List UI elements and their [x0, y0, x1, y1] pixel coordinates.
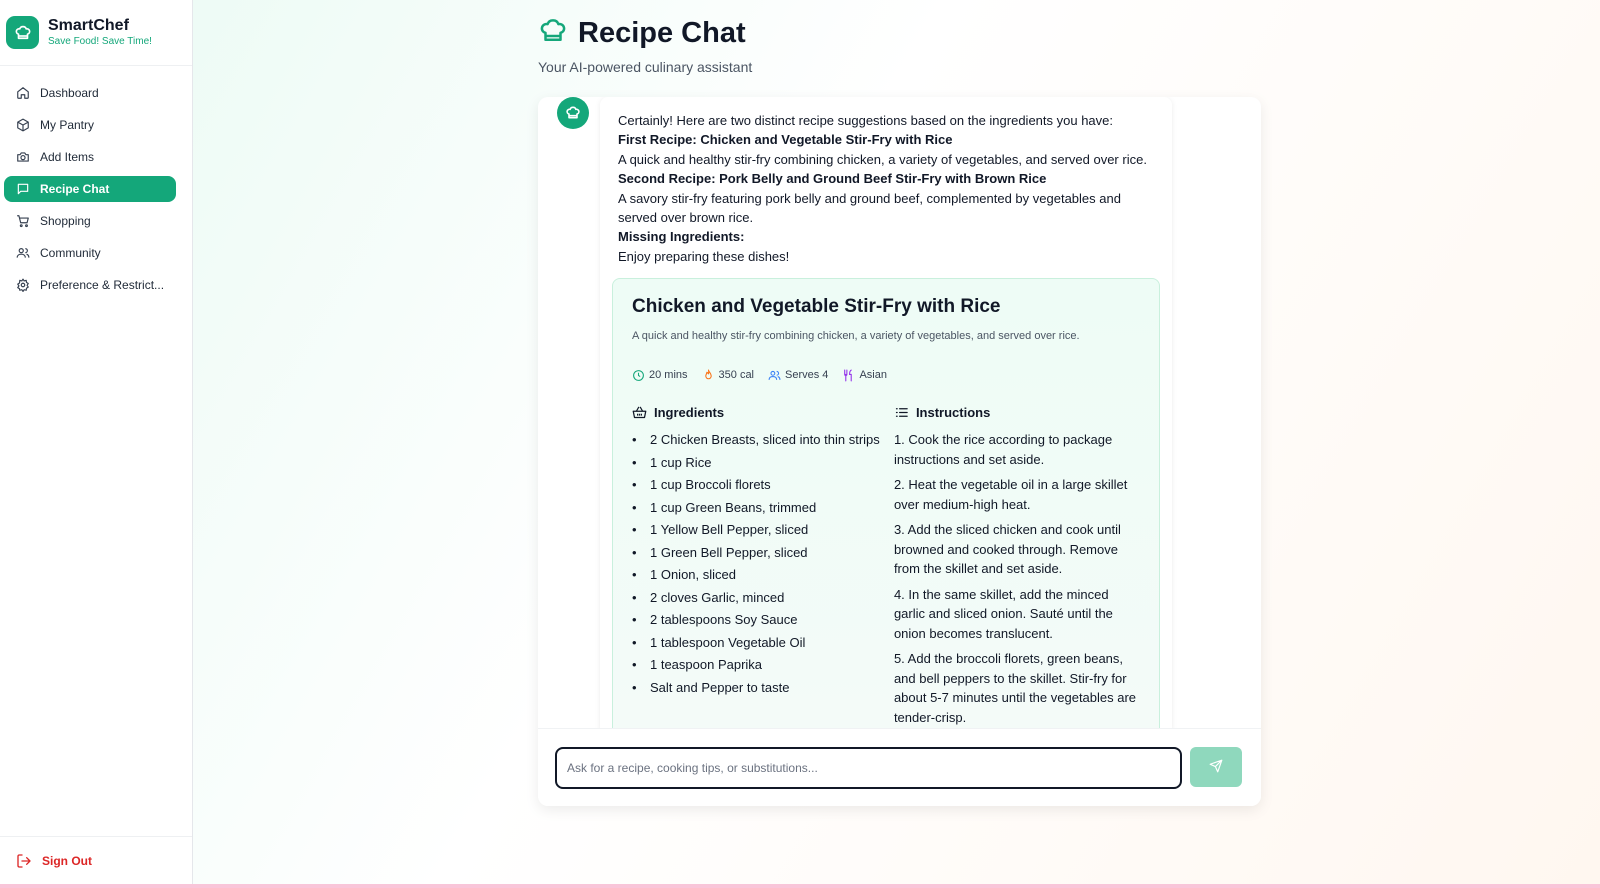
sidebar-item-label: Shopping	[40, 214, 91, 228]
list-icon	[894, 405, 909, 420]
clock-icon	[632, 369, 645, 382]
sign-out-label: Sign Out	[42, 853, 92, 868]
list-item: 1. Cook the rice according to package instructions and set aside.	[893, 432, 1113, 467]
recipe-meta	[632, 366, 1140, 385]
message-closing: Enjoy preparing these dishes!	[618, 248, 790, 264]
sidebar-item-recipe-chat[interactable]	[4, 176, 176, 202]
chef-hat-icon	[538, 16, 568, 51]
recipe-time	[632, 366, 688, 385]
message-second-desc: A savory stir-fry featuring pork belly and ground beef, complemented by vegetables and served over brown rice.	[618, 190, 1121, 226]
chat-icon	[16, 182, 30, 196]
send-icon	[1209, 759, 1223, 776]
sidebar-item-dashboard[interactable]	[4, 80, 176, 106]
list-item: 5. Add the broccoli florets, green beans, and bell peppers to the skillet. Stir-fry for about 5-7 minutes until the vegetables are tender-crisp.	[893, 651, 1137, 725]
instructions-heading	[894, 403, 1140, 422]
recipe-serves-value: Serves 4	[785, 368, 829, 381]
assistant-message	[600, 97, 1172, 729]
message-first-desc: A quick and healthy stir-fry combining chicken, a variety of vegetables, and served over rice.	[618, 151, 1147, 167]
list-item: 2. Heat the vegetable oil in a large skillet over medium-high heat.	[893, 477, 1128, 512]
chat-input-bar	[538, 728, 1261, 806]
page-title: Recipe Chat	[578, 17, 746, 49]
chef-hat-logo-icon	[6, 16, 39, 49]
gear-icon	[16, 278, 30, 292]
sidebar-nav	[0, 66, 192, 298]
list-item: • 1 cup Rice	[632, 453, 894, 473]
sidebar	[0, 0, 193, 884]
recipe-columns	[632, 403, 1140, 729]
sidebar-item-my-pantry[interactable]	[4, 112, 176, 138]
ingredients-heading	[632, 403, 894, 422]
ingredients-list	[632, 430, 894, 697]
instructions-section	[894, 403, 1140, 729]
sign-out-icon	[16, 853, 32, 869]
users-icon	[768, 369, 781, 382]
recipe-time-value: 20 mins	[649, 368, 688, 381]
basket-icon	[632, 405, 647, 420]
recipe-card	[612, 278, 1160, 729]
brand[interactable]	[0, 0, 192, 66]
sidebar-item-label: Recipe Chat	[40, 182, 110, 196]
recipe-serves	[768, 366, 828, 385]
sidebar-item-add-items[interactable]	[4, 144, 176, 170]
list-item: • 2 tablespoons Soy Sauce	[632, 610, 894, 630]
sidebar-item-label: Preference & Restrict...	[40, 278, 165, 292]
list-item: • 1 teaspoon Paprika	[632, 655, 894, 675]
home-icon	[16, 86, 30, 100]
sidebar-item-preferences[interactable]	[4, 272, 176, 298]
users-icon	[16, 246, 30, 260]
camera-icon	[16, 150, 30, 164]
utensils-icon	[842, 369, 855, 382]
send-button[interactable]	[1190, 747, 1242, 787]
brand-tagline: Save Food! Save Time!	[48, 35, 152, 47]
ingredients-section	[632, 403, 894, 729]
sign-out-button[interactable]	[0, 836, 192, 884]
list-item: • 1 cup Broccoli florets	[632, 475, 894, 495]
sidebar-item-label: My Pantry	[40, 118, 95, 132]
message-first-heading: First Recipe: Chicken and Vegetable Stir-Fry with Rice	[618, 132, 953, 148]
list-item: • 1 Yellow Bell Pepper, sliced	[632, 520, 894, 540]
sidebar-item-label: Dashboard	[40, 86, 99, 100]
sidebar-item-community[interactable]	[4, 240, 176, 266]
instructions-label: Instructions	[915, 405, 991, 421]
message-list[interactable]	[538, 97, 1261, 729]
box-icon	[16, 118, 30, 132]
bottom-stripe	[0, 884, 1600, 888]
instructions-list	[894, 430, 1140, 727]
list-item: • 1 Green Bell Pepper, sliced	[632, 543, 894, 563]
list-item: • 2 cloves Garlic, minced	[632, 588, 894, 608]
recipe-cuisine-value: Asian	[859, 368, 887, 381]
recipe-description: A quick and healthy stir-fry combining chicken, a variety of vegetables, and served over rice.	[632, 330, 1080, 343]
message-intro: Certainly! Here are two distinct recipe suggestions based on the ingredients you have:	[618, 113, 1114, 128]
chat-input[interactable]	[555, 747, 1182, 789]
recipe-cuisine	[842, 366, 887, 385]
list-item: • 1 cup Green Beans, trimmed	[632, 498, 894, 518]
list-item: • 2 Chicken Breasts, sliced into thin strips	[632, 430, 894, 450]
recipe-calories	[702, 366, 754, 385]
list-item: • 1 Onion, sliced	[632, 565, 894, 585]
list-item: • 1 tablespoon Vegetable Oil	[632, 633, 894, 653]
ingredients-label: Ingredients	[654, 405, 725, 421]
message-missing-heading: Missing Ingredients:	[618, 229, 745, 245]
brand-name: SmartChef	[48, 16, 129, 34]
sidebar-item-label: Community	[40, 246, 101, 260]
list-item: 3. Add the sliced chicken and cook until browned and cooked through. Remove from the skillet and set aside.	[893, 522, 1121, 577]
flame-icon	[702, 369, 715, 382]
list-item: 4. In the same skillet, add the minced garlic and sliced onion. Sauté until the onion becomes translucent.	[893, 586, 1113, 641]
recipe-title: Chicken and Vegetable Stir-Fry with Rice	[632, 296, 1001, 318]
chat-panel	[538, 97, 1261, 806]
sidebar-item-shopping[interactable]	[4, 208, 176, 234]
page-header	[538, 16, 752, 75]
cart-icon	[16, 214, 30, 228]
assistant-avatar	[557, 97, 589, 129]
message-second-heading: Second Recipe: Pork Belly and Ground Beef Stir-Fry with Brown Rice	[618, 171, 1047, 187]
recipe-calories-value: 350 cal	[718, 368, 755, 381]
list-item: • Salt and Pepper to taste	[632, 678, 894, 698]
sidebar-item-label: Add Items	[40, 150, 95, 164]
page-subtitle: Your AI-powered culinary assistant	[538, 59, 753, 75]
